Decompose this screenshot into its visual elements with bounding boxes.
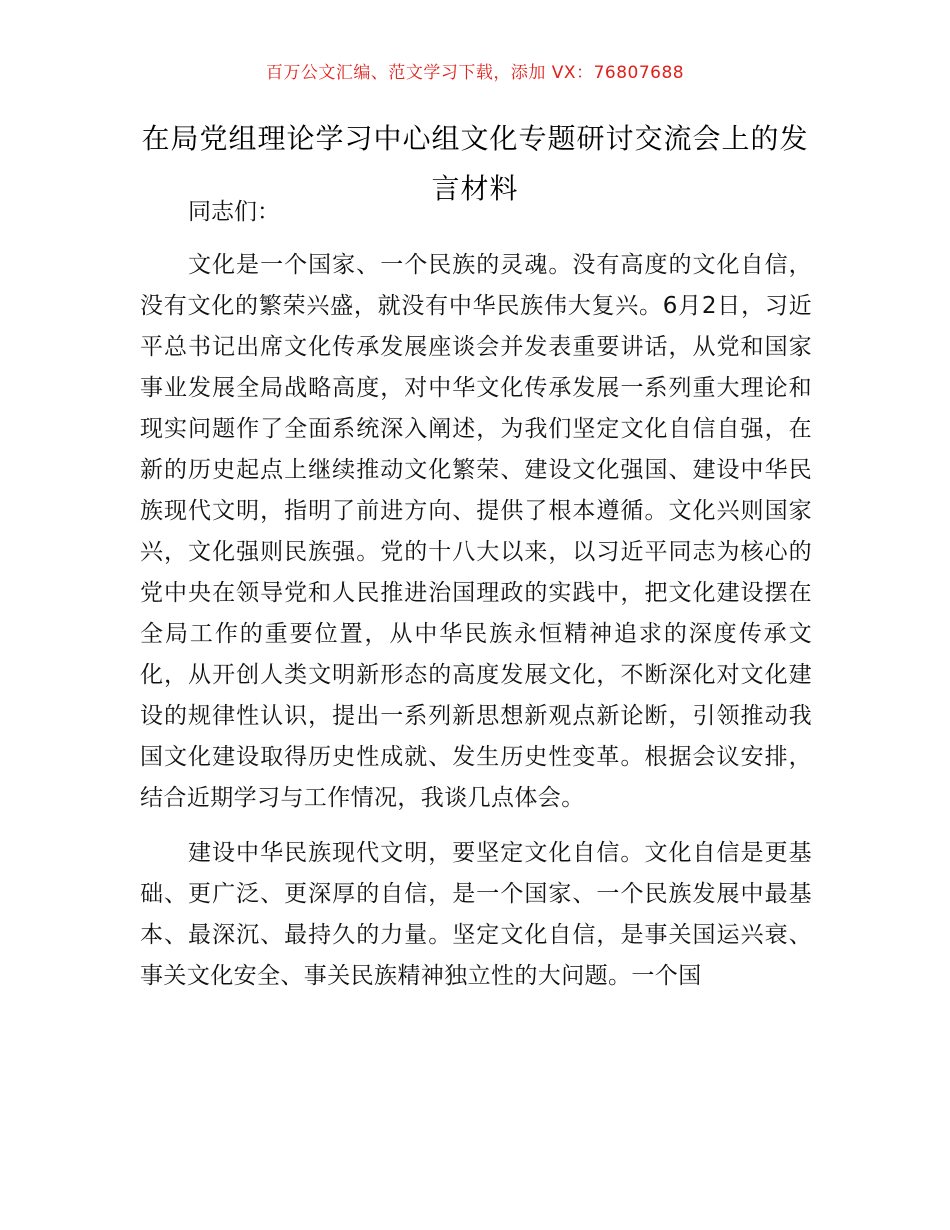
document-body: [140, 192, 812, 1011]
paragraph-1: 文化是一个国家、一个民族的灵魂。没有高度的文化自信，没有文化的繁荣兴盛，就没有中华民族伟大复兴。6月2日，习近平总书记出席文化传承发展座谈会并发表重要讲话，从党和国家事业发展全局战略高度，对中华文化传承发展一系列重大理论和现实问题作了全面系统深入阐述，为我们坚定文化自信自强，在新的历史起点上继续推动文化繁荣、建设文化强国、建设中华民族现代文明，指明了前进方向、提供了根本遵循。文化兴则国家兴，文化强则民族强。党的十八大以来，以习近平同志为核心的党中央在领导党和人民推进治国理政的实践中，把文化建设摆在全局工作的重要位置，从中华民族永恒精神追求的深度传承文化，从开创人类文明新形态的高度发展文化，不断深化对文化建设的规律性认识，提出一系列新思想新观点新论断，引领推动我国文化建设取得历史性成就、发生历史性变革。根据会议安排，结合近期学习与工作情况，我谈几点体会。: [140, 252, 812, 811]
watermark-banner: 百万公文汇编、范文学习下载，添加 VX：76807688: [265, 63, 685, 83]
document-title: 在局党组理论学习中心组文化专题研讨交流会上的发言材料: [141, 122, 809, 205]
paragraph-2: 建设中华民族现代文明，要坚定文化自信。文化自信是更基础、更广泛、更深厚的自信，是一个国家、一个民族发展中最基本、最深沉、最持久的力量。坚定文化自信，是事关国运兴衰、事关文化安全、事关民族精神独立性的大问题。一个国: [140, 840, 812, 989]
salutation: 同志们：: [188, 199, 280, 225]
